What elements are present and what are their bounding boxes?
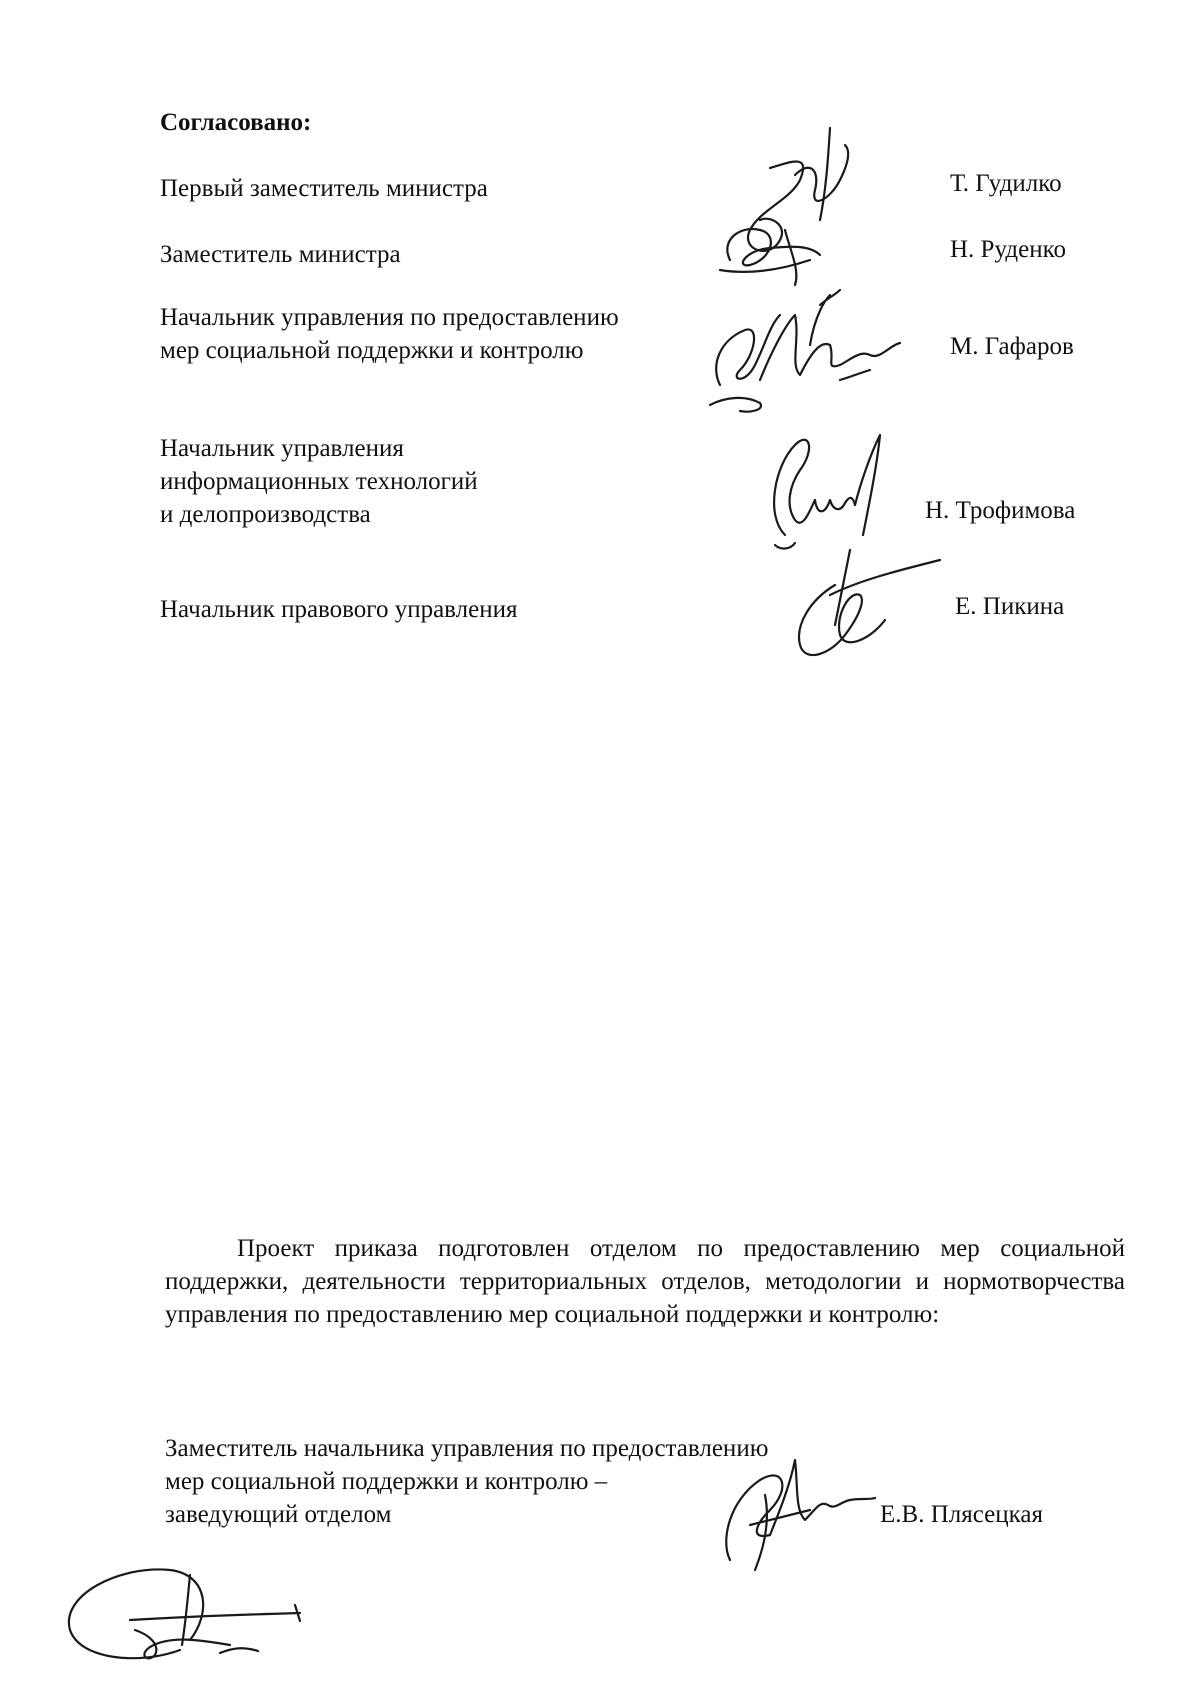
signatory-3-position-line-2: мер социальной поддержки и контролю	[160, 337, 584, 364]
preparer-position-line-3: заведующий отделом	[165, 1501, 392, 1528]
preparer-position-line-2: мер социальной поддержки и контролю –	[165, 1468, 608, 1495]
preparer-name: Е.В. Плясецкая	[880, 1501, 1043, 1528]
signatory-4-position-line-1: Начальник управления	[160, 435, 404, 462]
signatory-5-name: Е. Пикина	[955, 593, 1065, 620]
signature-plyasetskaya	[710, 1440, 880, 1580]
signature-trofimova	[755, 425, 905, 560]
signature-pikina	[790, 545, 950, 665]
signatory-1-name: Т. Гудилко	[950, 170, 1062, 197]
signatory-1-position: Первый заместитель министра	[160, 175, 488, 202]
signature-lower-left	[60, 1535, 310, 1675]
preparer-position-line-1: Заместитель начальника управления по предоставлению	[165, 1435, 769, 1462]
signatory-4-position-line-3: и делопроизводства	[160, 501, 371, 528]
signatory-5-position: Начальник правового управления	[160, 596, 518, 623]
signatory-4-name: Н. Трофимова	[925, 497, 1076, 524]
signature-gudilko-rudenko	[700, 120, 880, 290]
signatory-4-position-line-2: информационных технологий	[160, 468, 478, 495]
signatory-2-name: Н. Руденко	[950, 236, 1066, 263]
signatory-3-name: М. Гафаров	[950, 333, 1074, 360]
prepared-note: Проект приказа подготовлен отделом по предоставлению мер социальной поддержки, деятельности территориальных отделов, методологии и нормотворчества управления по предоставлению мер социальной поддержки и контролю:	[165, 1235, 1125, 1328]
signatory-3-position-line-1: Начальник управления по предоставлению	[160, 304, 619, 331]
signatory-2-position: Заместитель министра	[160, 241, 401, 268]
signature-gafarov	[700, 285, 930, 425]
approval-heading: Согласовано:	[160, 109, 312, 136]
